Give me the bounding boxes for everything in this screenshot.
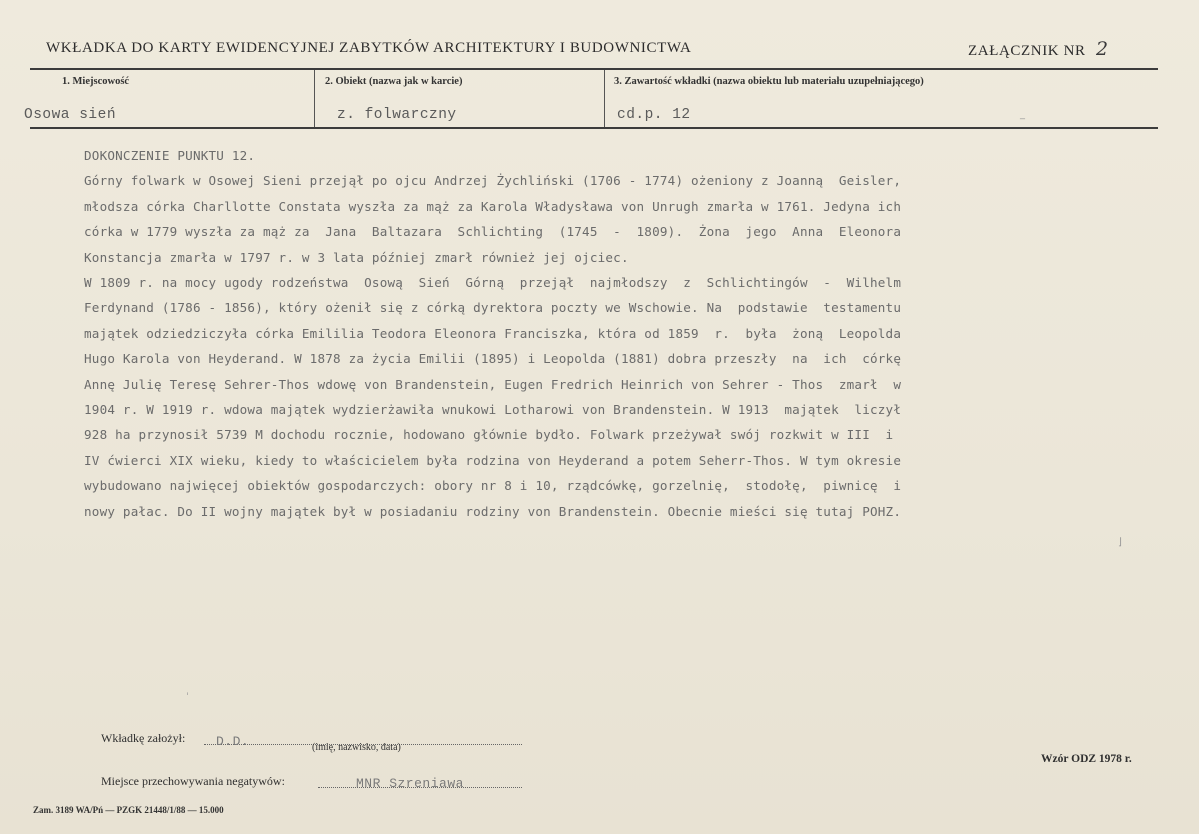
form-title: WKŁADKA DO KARTY EWIDENCYJNEJ ZABYTKÓW ARCHITEKTURY I BUDOWNICTWA xyxy=(46,40,692,56)
text-line: Konstancja zmarła w 1797 r. w 3 lata później zmarł również jej ojciec. xyxy=(84,249,629,265)
text-line: 1904 r. W 1919 r. wdowa majątek wydzierżawiła wnukowi Lotharowi von Brandenstein. W 1913 majątek liczył xyxy=(84,402,902,418)
storage-value: MNR Szreniawa xyxy=(356,776,464,791)
pen-mark: ˈ xyxy=(186,692,189,703)
text-line: Ferdynand (1786 - 1856), który ożenił się z córką dyrektora poczty we Wschowie. Na podstawie testamentu xyxy=(84,300,902,316)
text-line: majątek odziedziczyła córka Emililia Teodora Eleonora Franciszka, która od 1859 r. była żoną Leopolda xyxy=(84,325,902,341)
founder-value: D.D. xyxy=(216,734,250,749)
section-heading: DOKONCZENIE PUNKTU 12. xyxy=(84,148,256,163)
header-bottom-rule xyxy=(30,127,1158,129)
text-line: wybudowano najwięcej obiektów gospodarczych: obory nr 8 i 10, rządcówkę, gorzelnię, stodołę, piwnicę i xyxy=(84,478,902,494)
pen-mark: ‾ xyxy=(1020,118,1025,129)
text-line: Annę Julię Teresę Sehrer-Thos wdowę von Brandenstein, Eugen Fredrich Heinrich von Sehrer - Thos zmarł w xyxy=(84,376,902,392)
text-line: młodsza córka Charllotte Constata wyszła za mąż za Karola Władysława von Unrugh zmarła w 1761. Jedyna ich xyxy=(84,198,902,214)
locality-label: 1. Miejscowość xyxy=(62,76,130,87)
text-line: Górny folwark w Osowej Sieni przejął po ojcu Andrzej Żychliński (1706 - 1774) ożeniony z Joanną Geisler, xyxy=(84,173,902,189)
storage-label: Miejsce przechowywania negatywów: xyxy=(101,774,285,788)
pen-mark: ⌋ xyxy=(1118,537,1122,548)
column-divider xyxy=(314,70,315,127)
form-version: Wzór ODZ 1978 r. xyxy=(1041,753,1132,765)
locality-value: Osowa sień xyxy=(24,107,117,123)
text-line: IV ćwierci XIX wieku, kiedy to właścicielem była rodzina von Heyderand a potem Seherr-Thos. W tym okresie xyxy=(84,452,902,468)
text-line: W 1809 r. na mocy ugody rodzeństwa Osową Sień Górną przejął najmłodszy z Schlichtingów - Wilhelm xyxy=(84,275,902,291)
content-value: cd.p. 12 xyxy=(617,107,691,123)
supplement-text xyxy=(84,143,1142,524)
text-line: córka w 1779 wyszła za mąż za Jana Baltazara Schlichting (1745 - 1809). Żona jego Anna Eleonora xyxy=(84,224,902,240)
founder-hint: (imię, nazwisko, data) xyxy=(312,742,401,753)
content-label: 3. Zawartość wkładki (nazwa obiektu lub materiału uzupełniającego) xyxy=(614,76,924,87)
column-divider xyxy=(604,70,605,127)
print-info: Zam. 3189 WA/Pń — PZGK 21448/1/88 — 15.000 xyxy=(33,805,224,815)
text-line: 928 ha przynosił 5739 M dochodu rocznie, hodowano głównie bydło. Folwark przeżywał swój rozkwit w III i xyxy=(84,427,894,443)
attachment-indicator xyxy=(968,38,1109,60)
object-label: 2. Obiekt (nazwa jak w karcie) xyxy=(325,76,463,87)
text-line: nowy pałac. Do II wojny majątek był w posiadaniu rodziny von Brandenstein. Obecnie mieści się tutaj POHZ. xyxy=(84,503,902,519)
attachment-label: ZAŁĄCZNIK NR xyxy=(968,43,1086,59)
founder-label: Wkładkę założył: xyxy=(101,731,186,745)
header-top-rule xyxy=(30,68,1158,70)
object-value: z. folwarczny xyxy=(337,107,457,123)
text-line: Hugo Karola von Heyderand. W 1878 za życia Emilii (1895) i Leopolda (1881) dobra przeszły na ich córkę xyxy=(84,351,902,367)
attachment-number: 2 xyxy=(1095,38,1109,60)
